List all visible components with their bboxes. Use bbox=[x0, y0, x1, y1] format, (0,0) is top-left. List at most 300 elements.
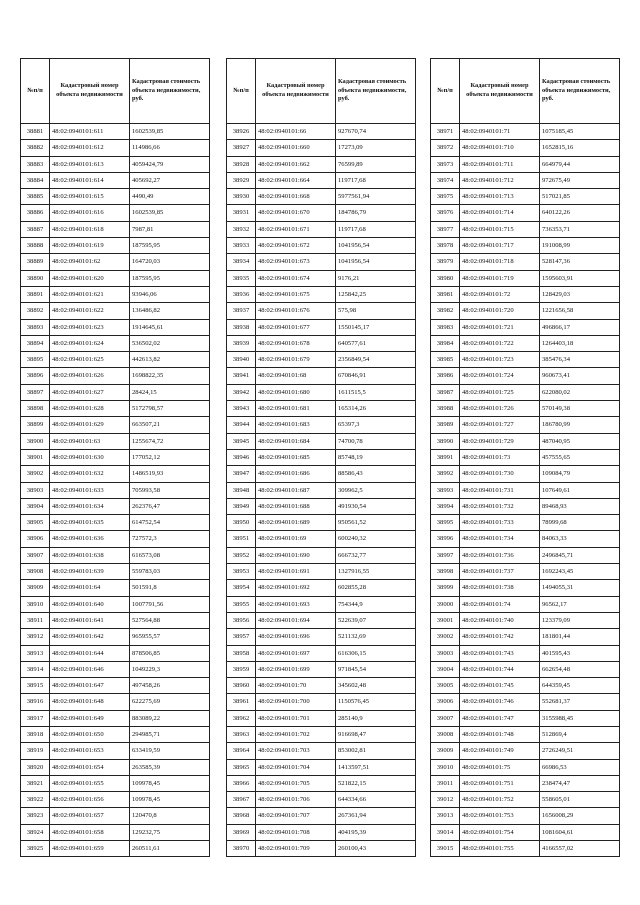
table-row bbox=[431, 482, 620, 498]
row-index: 38968 bbox=[227, 808, 256, 824]
table-row bbox=[21, 482, 210, 498]
cadastral-value: 119717,68 bbox=[336, 172, 416, 188]
cadastral-value: 107649,61 bbox=[540, 482, 620, 498]
row-index: 39002 bbox=[431, 629, 460, 645]
table-row bbox=[227, 368, 416, 384]
table-row bbox=[227, 221, 416, 237]
cadastral-number: 48:02:0940101:639 bbox=[50, 564, 130, 580]
cadastral-number: 48:02:0940101:66 bbox=[256, 124, 336, 140]
cadastral-value: 119717,68 bbox=[336, 221, 416, 237]
cadastral-value: 853002,81 bbox=[336, 743, 416, 759]
table-row bbox=[227, 596, 416, 612]
row-index: 38928 bbox=[227, 156, 256, 172]
cadastral-value: 614752,54 bbox=[130, 515, 210, 531]
cadastral-number: 48:02:0940101:624 bbox=[50, 335, 130, 351]
row-index: 38956 bbox=[227, 612, 256, 628]
cadastral-value: 2726249,51 bbox=[540, 743, 620, 759]
cadastral-number: 48:02:0940101:612 bbox=[50, 140, 130, 156]
cadastral-number: 48:02:0940101:684 bbox=[256, 433, 336, 449]
cadastral-value: 184786,79 bbox=[336, 205, 416, 221]
row-index: 38885 bbox=[21, 189, 50, 205]
cadastral-number: 48:02:0940101:751 bbox=[460, 775, 540, 791]
row-index: 39012 bbox=[431, 792, 460, 808]
cadastral-number: 48:02:0940101:660 bbox=[256, 140, 336, 156]
table-row bbox=[227, 189, 416, 205]
table-row bbox=[227, 319, 416, 335]
cadastral-value: 664979,44 bbox=[540, 156, 620, 172]
cadastral-number: 48:02:0940101:672 bbox=[256, 238, 336, 254]
cadastral-number: 48:02:0940101:662 bbox=[256, 156, 336, 172]
table-row bbox=[21, 531, 210, 547]
cadastral-value: 88586,43 bbox=[336, 466, 416, 482]
row-index: 38994 bbox=[431, 498, 460, 514]
cadastral-number: 48:02:0940101:673 bbox=[256, 254, 336, 270]
cadastral-number: 48:02:0940101:653 bbox=[50, 743, 130, 759]
table-row bbox=[21, 172, 210, 188]
cadastral-value: 1550145,17 bbox=[336, 319, 416, 335]
cadastral-value: 1602539,85 bbox=[130, 205, 210, 221]
cadastral-number: 48:02:0940101:636 bbox=[50, 531, 130, 547]
table-row bbox=[431, 564, 620, 580]
row-index: 38942 bbox=[227, 384, 256, 400]
row-index: 38983 bbox=[431, 319, 460, 335]
cadastral-number: 48:02:0940101:702 bbox=[256, 726, 336, 742]
cadastral-number: 48:02:0940101:685 bbox=[256, 449, 336, 465]
table-row bbox=[21, 319, 210, 335]
cadastral-number: 48:02:0940101:630 bbox=[50, 449, 130, 465]
cadastral-value: 66986,53 bbox=[540, 759, 620, 775]
row-index: 38903 bbox=[21, 482, 50, 498]
cadastral-number: 48:02:0940101:706 bbox=[256, 792, 336, 808]
cadastral-value: 5977561,94 bbox=[336, 189, 416, 205]
cadastral-number: 48:02:0940101:613 bbox=[50, 156, 130, 172]
table-row bbox=[431, 841, 620, 857]
row-index: 38883 bbox=[21, 156, 50, 172]
table-row bbox=[227, 629, 416, 645]
row-index: 38976 bbox=[431, 205, 460, 221]
cadastral-value: 129232,75 bbox=[130, 824, 210, 840]
cadastral-value: 28424,15 bbox=[130, 384, 210, 400]
table-row bbox=[21, 645, 210, 661]
cadastral-value: 1150576,45 bbox=[336, 694, 416, 710]
cadastral-value: 1255674,72 bbox=[130, 433, 210, 449]
row-index: 38922 bbox=[21, 792, 50, 808]
row-index: 39003 bbox=[431, 645, 460, 661]
table-row bbox=[21, 678, 210, 694]
row-index: 38970 bbox=[227, 841, 256, 857]
cadastral-number: 48:02:0940101:696 bbox=[256, 629, 336, 645]
cadastral-value: 644359,45 bbox=[540, 678, 620, 694]
cadastral-number: 48:02:0940101:649 bbox=[50, 710, 130, 726]
cadastral-value: 186780,99 bbox=[540, 417, 620, 433]
cadastral-number: 48:02:0940101:659 bbox=[50, 841, 130, 857]
cadastral-value: 85748,19 bbox=[336, 449, 416, 465]
cadastral-number: 48:02:0940101:723 bbox=[460, 352, 540, 368]
row-index: 38904 bbox=[21, 498, 50, 514]
header-cadastral-value: Кадастровая стоимость объекта недвижимости, руб. bbox=[540, 59, 620, 124]
row-index: 39005 bbox=[431, 678, 460, 694]
row-index: 39008 bbox=[431, 726, 460, 742]
cadastral-number: 48:02:0940101:675 bbox=[256, 286, 336, 302]
cadastral-value: 4490,49 bbox=[130, 189, 210, 205]
table-row bbox=[21, 841, 210, 857]
cadastral-number: 48:02:0940101:75 bbox=[460, 759, 540, 775]
table-row bbox=[227, 238, 416, 254]
table-row bbox=[227, 547, 416, 563]
cadastral-value: 76599,89 bbox=[336, 156, 416, 172]
cadastral-value: 536502,02 bbox=[130, 335, 210, 351]
cadastral-number: 48:02:0940101:699 bbox=[256, 661, 336, 677]
table-row bbox=[227, 172, 416, 188]
cadastral-value: 1041956,54 bbox=[336, 238, 416, 254]
table-row bbox=[227, 466, 416, 482]
table-header-row bbox=[21, 59, 210, 124]
table-row bbox=[227, 401, 416, 417]
table-row bbox=[227, 498, 416, 514]
cadastral-value: 1486519,93 bbox=[130, 466, 210, 482]
table-row bbox=[21, 596, 210, 612]
cadastral-number: 48:02:0940101:752 bbox=[460, 792, 540, 808]
table-row bbox=[431, 824, 620, 840]
cadastral-number: 48:02:0940101:697 bbox=[256, 645, 336, 661]
table-row bbox=[227, 417, 416, 433]
cadastral-value: 960673,41 bbox=[540, 368, 620, 384]
table-row bbox=[431, 172, 620, 188]
cadastral-value: 114986,66 bbox=[130, 140, 210, 156]
row-index: 38978 bbox=[431, 238, 460, 254]
row-index: 39014 bbox=[431, 824, 460, 840]
row-index: 38999 bbox=[431, 580, 460, 596]
cadastral-value: 404195,39 bbox=[336, 824, 416, 840]
cadastral-number: 48:02:0940101:724 bbox=[460, 368, 540, 384]
table-row bbox=[227, 270, 416, 286]
cadastral-number: 48:02:0940101:722 bbox=[460, 335, 540, 351]
header-cadastral-value: Кадастровая стоимость объекта недвижимости, руб. bbox=[130, 59, 210, 124]
cadastral-number: 48:02:0940101:73 bbox=[460, 449, 540, 465]
row-index: 38955 bbox=[227, 596, 256, 612]
cadastral-number: 48:02:0940101:709 bbox=[256, 841, 336, 857]
cadastral-value: 457555,65 bbox=[540, 449, 620, 465]
cadastral-value: 1081604,61 bbox=[540, 824, 620, 840]
row-index: 38992 bbox=[431, 466, 460, 482]
cadastral-number: 48:02:0940101:681 bbox=[256, 401, 336, 417]
cadastral-value: 602855,28 bbox=[336, 580, 416, 596]
cadastral-number: 48:02:0940101:647 bbox=[50, 678, 130, 694]
cadastral-value: 1914645,61 bbox=[130, 319, 210, 335]
table-row bbox=[227, 140, 416, 156]
row-index: 38997 bbox=[431, 547, 460, 563]
table-row bbox=[227, 205, 416, 221]
row-index: 39001 bbox=[431, 612, 460, 628]
row-index: 38982 bbox=[431, 303, 460, 319]
cadastral-value: 260511,61 bbox=[130, 841, 210, 857]
table-row bbox=[21, 726, 210, 742]
table-row bbox=[227, 678, 416, 694]
row-index: 38934 bbox=[227, 254, 256, 270]
cadastral-value: 136486,82 bbox=[130, 303, 210, 319]
cadastral-value: 965955,57 bbox=[130, 629, 210, 645]
cadastral-number: 48:02:0940101:627 bbox=[50, 384, 130, 400]
cadastral-number: 48:02:0940101:686 bbox=[256, 466, 336, 482]
cadastral-number: 48:02:0940101:635 bbox=[50, 515, 130, 531]
table-row bbox=[431, 449, 620, 465]
cadastral-value: 521132,69 bbox=[336, 629, 416, 645]
cadastral-value: 950561,52 bbox=[336, 515, 416, 531]
table-row bbox=[227, 156, 416, 172]
cadastral-value: 512869,4 bbox=[540, 726, 620, 742]
table-row bbox=[227, 335, 416, 351]
cadastral-value: 78999,68 bbox=[540, 515, 620, 531]
cadastral-number: 48:02:0940101:732 bbox=[460, 498, 540, 514]
cadastral-number: 48:02:0940101:616 bbox=[50, 205, 130, 221]
cadastral-value: 616306,15 bbox=[336, 645, 416, 661]
cadastral-value: 9176,21 bbox=[336, 270, 416, 286]
cadastral-value: 552681,37 bbox=[540, 694, 620, 710]
row-index: 38966 bbox=[227, 775, 256, 791]
table-row bbox=[21, 743, 210, 759]
table-row bbox=[21, 824, 210, 840]
cadastral-number: 48:02:0940101:668 bbox=[256, 189, 336, 205]
cadastral-number: 48:02:0940101:693 bbox=[256, 596, 336, 612]
table-row bbox=[431, 124, 620, 140]
cadastral-value: 521822,15 bbox=[336, 775, 416, 791]
cadastral-value: 4059424,79 bbox=[130, 156, 210, 172]
cadastral-value: 1494055,31 bbox=[540, 580, 620, 596]
cadastral-value: 120470,8 bbox=[130, 808, 210, 824]
row-index: 38961 bbox=[227, 694, 256, 710]
row-index: 38980 bbox=[431, 270, 460, 286]
row-index: 38946 bbox=[227, 449, 256, 465]
cadastral-value: 263585,39 bbox=[130, 759, 210, 775]
cadastral-value: 1656008,29 bbox=[540, 808, 620, 824]
cadastral-number: 48:02:0940101:720 bbox=[460, 303, 540, 319]
cadastral-value: 405692,27 bbox=[130, 172, 210, 188]
header-cadastral-value: Кадастровая стоимость объекта недвижимости, руб. bbox=[336, 59, 416, 124]
cadastral-value: 1049229,3 bbox=[130, 661, 210, 677]
cadastral-value: 125842,25 bbox=[336, 286, 416, 302]
cadastral-number: 48:02:0940101:678 bbox=[256, 335, 336, 351]
table-row bbox=[21, 612, 210, 628]
row-index: 38981 bbox=[431, 286, 460, 302]
table-row bbox=[431, 612, 620, 628]
table-row bbox=[227, 515, 416, 531]
cadastral-number: 48:02:0940101:721 bbox=[460, 319, 540, 335]
cadastral-value: 294985,71 bbox=[130, 726, 210, 742]
cadastral-value: 123379,09 bbox=[540, 612, 620, 628]
cadastral-number: 48:02:0940101:753 bbox=[460, 808, 540, 824]
cadastral-number: 48:02:0940101:680 bbox=[256, 384, 336, 400]
row-index: 38939 bbox=[227, 335, 256, 351]
table-header-row bbox=[431, 59, 620, 124]
table-row bbox=[21, 759, 210, 775]
table-row bbox=[227, 612, 416, 628]
cadastral-value: 736353,71 bbox=[540, 221, 620, 237]
table-row bbox=[431, 238, 620, 254]
row-index: 38900 bbox=[21, 433, 50, 449]
row-index: 38899 bbox=[21, 417, 50, 433]
cadastral-number: 48:02:0940101:712 bbox=[460, 172, 540, 188]
row-index: 38949 bbox=[227, 498, 256, 514]
cadastral-value: 1327916,55 bbox=[336, 564, 416, 580]
cadastral-number: 48:02:0940101:676 bbox=[256, 303, 336, 319]
table-row bbox=[431, 254, 620, 270]
cadastral-number: 48:02:0940101:618 bbox=[50, 221, 130, 237]
row-index: 38913 bbox=[21, 645, 50, 661]
cadastral-number: 48:02:0940101:715 bbox=[460, 221, 540, 237]
table-row bbox=[21, 238, 210, 254]
table-row bbox=[21, 433, 210, 449]
cadastral-number: 48:02:0940101:711 bbox=[460, 156, 540, 172]
cadastral-value: 1221656,58 bbox=[540, 303, 620, 319]
cadastral-number: 48:02:0940101:745 bbox=[460, 678, 540, 694]
cadastral-number: 48:02:0940101:703 bbox=[256, 743, 336, 759]
row-index: 38909 bbox=[21, 580, 50, 596]
cadastral-value: 2356849,54 bbox=[336, 352, 416, 368]
row-index: 38920 bbox=[21, 759, 50, 775]
cadastral-value: 670846,91 bbox=[336, 368, 416, 384]
cadastral-value: 491930,54 bbox=[336, 498, 416, 514]
row-index: 38929 bbox=[227, 172, 256, 188]
table-row bbox=[431, 189, 620, 205]
cadastral-value: 309962,5 bbox=[336, 482, 416, 498]
table-row bbox=[431, 335, 620, 351]
row-index: 38962 bbox=[227, 710, 256, 726]
table-row bbox=[21, 449, 210, 465]
cadastral-number: 48:02:0940101:629 bbox=[50, 417, 130, 433]
cadastral-value: 496866,17 bbox=[540, 319, 620, 335]
cadastral-number: 48:02:0940101:641 bbox=[50, 612, 130, 628]
cadastral-value: 401595,43 bbox=[540, 645, 620, 661]
cadastre-table-1 bbox=[20, 58, 210, 857]
row-index: 38901 bbox=[21, 449, 50, 465]
row-index: 38914 bbox=[21, 661, 50, 677]
cadastral-value: 345602,48 bbox=[336, 678, 416, 694]
row-index: 38990 bbox=[431, 433, 460, 449]
cadastral-number: 48:02:0940101:614 bbox=[50, 172, 130, 188]
cadastral-number: 48:02:0940101:648 bbox=[50, 694, 130, 710]
row-index: 38963 bbox=[227, 726, 256, 742]
table-row bbox=[431, 368, 620, 384]
cadastral-value: 570149,38 bbox=[540, 401, 620, 417]
row-index: 38975 bbox=[431, 189, 460, 205]
row-index: 38906 bbox=[21, 531, 50, 547]
cadastral-number: 48:02:0940101:621 bbox=[50, 286, 130, 302]
row-index: 38930 bbox=[227, 189, 256, 205]
cadastral-number: 48:02:0940101:650 bbox=[50, 726, 130, 742]
cadastral-number: 48:02:0940101:733 bbox=[460, 515, 540, 531]
table-row bbox=[431, 531, 620, 547]
row-index: 38888 bbox=[21, 238, 50, 254]
header-index: №п/п bbox=[21, 59, 50, 124]
row-index: 38969 bbox=[227, 824, 256, 840]
table-row bbox=[227, 286, 416, 302]
cadastral-number: 48:02:0940101:754 bbox=[460, 824, 540, 840]
cadastral-number: 48:02:0940101:689 bbox=[256, 515, 336, 531]
row-index: 38907 bbox=[21, 547, 50, 563]
cadastral-value: 93946,06 bbox=[130, 286, 210, 302]
cadastral-value: 84063,33 bbox=[540, 531, 620, 547]
table-row bbox=[21, 775, 210, 791]
table-row bbox=[227, 124, 416, 140]
cadastral-value: 883089,22 bbox=[130, 710, 210, 726]
table-row bbox=[431, 726, 620, 742]
cadastral-number: 48:02:0940101:656 bbox=[50, 792, 130, 808]
cadastral-value: 640122,26 bbox=[540, 205, 620, 221]
cadastral-number: 48:02:0940101:640 bbox=[50, 596, 130, 612]
cadastral-value: 177052,12 bbox=[130, 449, 210, 465]
table-row bbox=[21, 368, 210, 384]
cadastral-number: 48:02:0940101:72 bbox=[460, 286, 540, 302]
cadastral-number: 48:02:0940101:734 bbox=[460, 531, 540, 547]
cadastral-number: 48:02:0940101:691 bbox=[256, 564, 336, 580]
table-row bbox=[431, 319, 620, 335]
cadastral-number: 48:02:0940101:619 bbox=[50, 238, 130, 254]
row-index: 38987 bbox=[431, 384, 460, 400]
row-index: 38897 bbox=[21, 384, 50, 400]
cadastral-value: 1611515,5 bbox=[336, 384, 416, 400]
cadastral-number: 48:02:0940101:70 bbox=[256, 678, 336, 694]
cadastral-value: 487040,95 bbox=[540, 433, 620, 449]
cadastral-value: 181801,44 bbox=[540, 629, 620, 645]
cadastral-value: 442613,82 bbox=[130, 352, 210, 368]
table-row bbox=[21, 205, 210, 221]
cadastral-value: 262376,47 bbox=[130, 498, 210, 514]
cadastral-number: 48:02:0940101:687 bbox=[256, 482, 336, 498]
cadastral-number: 48:02:0940101:743 bbox=[460, 645, 540, 661]
row-index: 38944 bbox=[227, 417, 256, 433]
table-row bbox=[431, 466, 620, 482]
header-cadastral-number: Кадастровый номер объекта недвижимости bbox=[256, 59, 336, 124]
cadastral-value: 109978,45 bbox=[130, 775, 210, 791]
row-index: 38936 bbox=[227, 286, 256, 302]
row-index: 38972 bbox=[431, 140, 460, 156]
cadastral-value: 1075185,45 bbox=[540, 124, 620, 140]
cadastral-value: 878506,85 bbox=[130, 645, 210, 661]
cadastral-number: 48:02:0940101:69 bbox=[256, 531, 336, 547]
table-row bbox=[21, 498, 210, 514]
row-index: 38988 bbox=[431, 401, 460, 417]
cadastral-value: 109978,45 bbox=[130, 792, 210, 808]
cadastral-number: 48:02:0940101:638 bbox=[50, 547, 130, 563]
row-index: 39007 bbox=[431, 710, 460, 726]
table-row bbox=[21, 303, 210, 319]
table-row bbox=[21, 661, 210, 677]
cadastral-number: 48:02:0940101:744 bbox=[460, 661, 540, 677]
table-row bbox=[227, 384, 416, 400]
row-index: 38891 bbox=[21, 286, 50, 302]
table-row bbox=[21, 254, 210, 270]
row-index: 38890 bbox=[21, 270, 50, 286]
cadastral-value: 517021,85 bbox=[540, 189, 620, 205]
table-row bbox=[431, 710, 620, 726]
row-index: 38905 bbox=[21, 515, 50, 531]
row-index: 38957 bbox=[227, 629, 256, 645]
cadastral-number: 48:02:0940101:707 bbox=[256, 808, 336, 824]
cadastral-number: 48:02:0940101:700 bbox=[256, 694, 336, 710]
cadastral-value: 666732,77 bbox=[336, 547, 416, 563]
table-row bbox=[227, 531, 416, 547]
cadastral-number: 48:02:0940101:664 bbox=[256, 172, 336, 188]
cadastral-value: 616573,08 bbox=[130, 547, 210, 563]
row-index: 38958 bbox=[227, 645, 256, 661]
row-index: 38923 bbox=[21, 808, 50, 824]
table-row bbox=[21, 580, 210, 596]
row-index: 38991 bbox=[431, 449, 460, 465]
cadastral-number: 48:02:0940101:671 bbox=[256, 221, 336, 237]
cadastral-value: 74700,78 bbox=[336, 433, 416, 449]
table-row bbox=[431, 384, 620, 400]
cadastral-value: 109084,79 bbox=[540, 466, 620, 482]
